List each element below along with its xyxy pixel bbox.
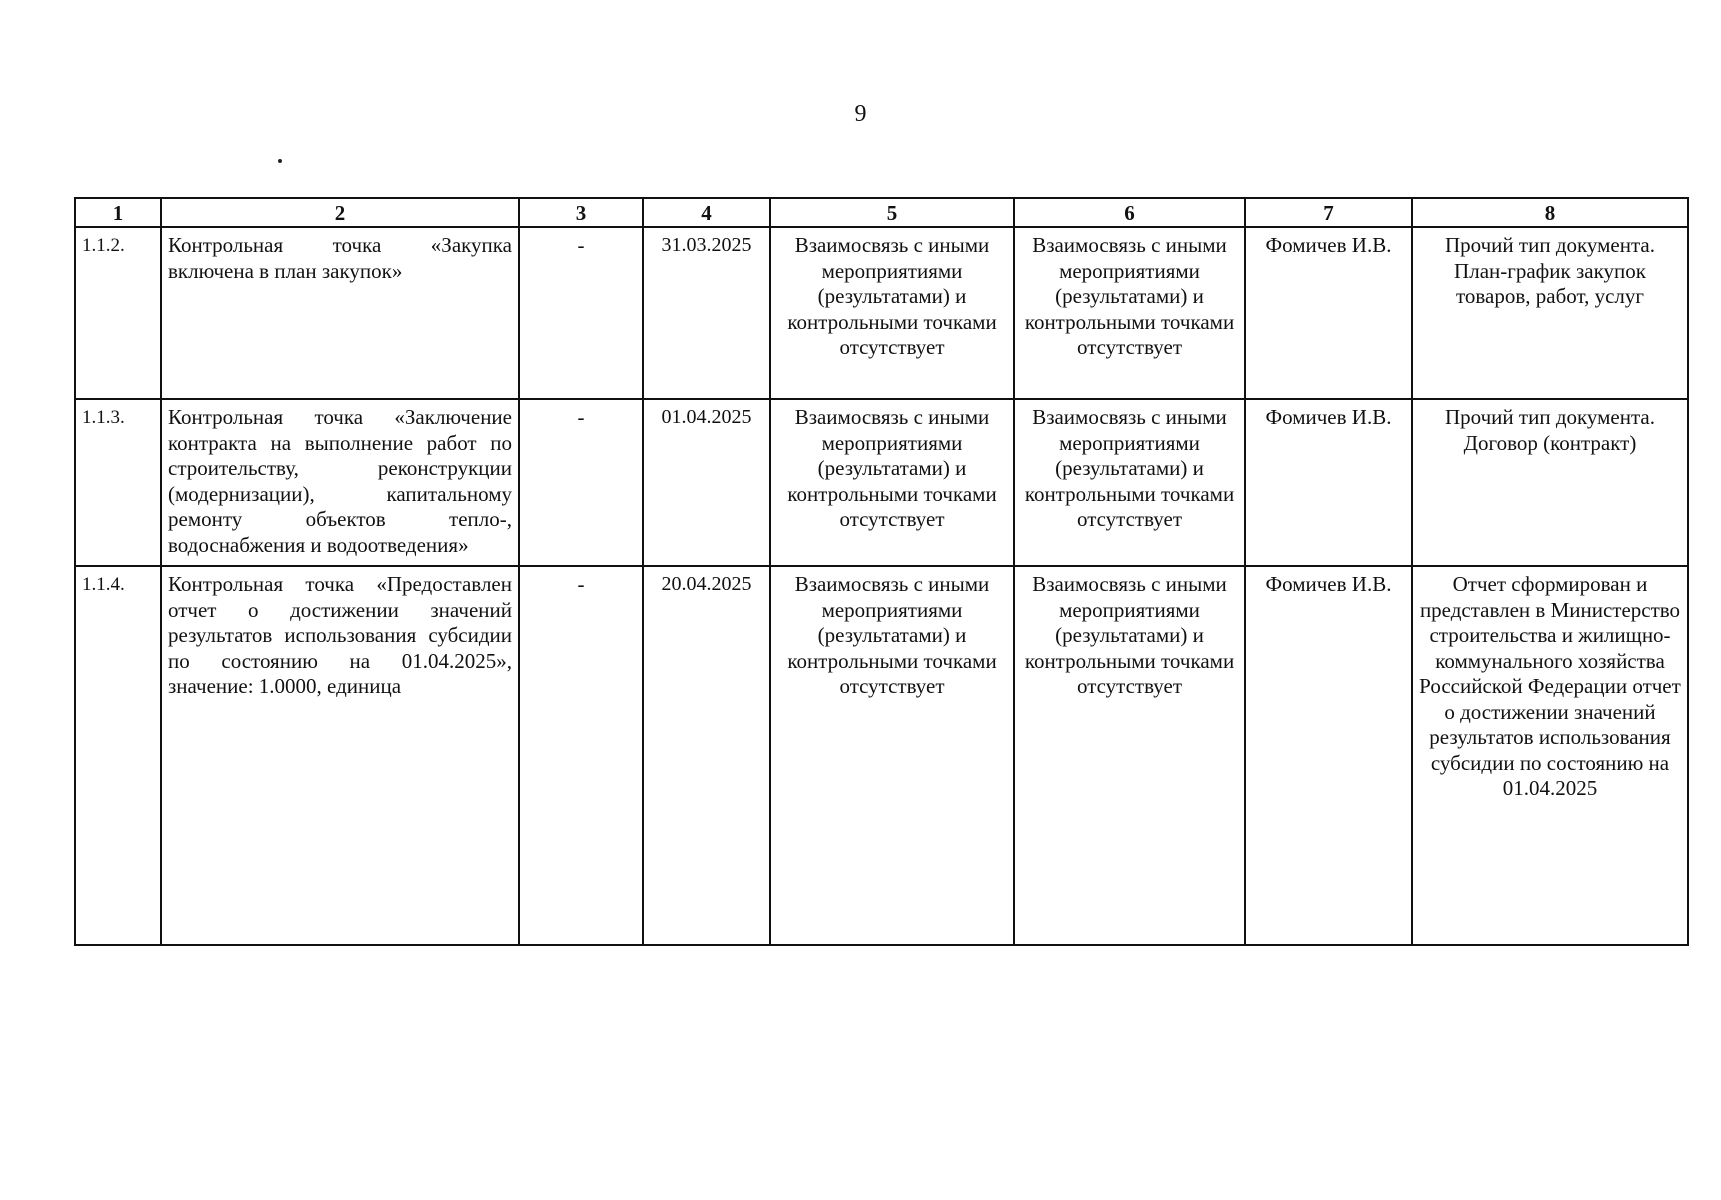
- predecessor-relation: Взаимосвязь с иными мероприятиями (результатами) и контрольными точками отсутствует: [770, 399, 1014, 566]
- due-date: 01.04.2025: [643, 399, 770, 566]
- control-point-name: Контрольная точка «Заключение контракта на выполнение работ по строительству, реконструкции (модернизации), капитальному ремонту объектов тепло-, водоснабжения и водоотведения»: [161, 399, 519, 566]
- responsible-person: Фомичев И.В.: [1245, 399, 1412, 566]
- base-value: -: [519, 566, 643, 945]
- successor-relation: Взаимосвязь с иными мероприятиями (результатами) и контрольными точками отсутствует: [1014, 399, 1245, 566]
- header-cell-1: 1: [75, 198, 161, 227]
- row-number: 1.1.4.: [75, 566, 161, 945]
- scan-speck: [278, 159, 282, 163]
- header-cell-5: 5: [770, 198, 1014, 227]
- row-number: 1.1.2.: [75, 227, 161, 399]
- due-date: 31.03.2025: [643, 227, 770, 399]
- header-cell-2: 2: [161, 198, 519, 227]
- base-value: -: [519, 399, 643, 566]
- header-cell-7: 7: [1245, 198, 1412, 227]
- header-cell-6: 6: [1014, 198, 1245, 227]
- control-point-name: Контрольная точка «Закупка включена в план закупок»: [161, 227, 519, 399]
- table-row: [75, 227, 1688, 399]
- base-value: -: [519, 227, 643, 399]
- successor-relation: Взаимосвязь с иными мероприятиями (результатами) и контрольными точками отсутствует: [1014, 566, 1245, 945]
- header-cell-8: 8: [1412, 198, 1688, 227]
- control-point-name: Контрольная точка «Предоставлен отчет о достижении значений результатов использования субсидии по состоянию на 01.04.2025», значение: 1.0000, единица: [161, 566, 519, 945]
- predecessor-relation: Взаимосвязь с иными мероприятиями (результатами) и контрольными точками отсутствует: [770, 227, 1014, 399]
- table-row: [75, 566, 1688, 945]
- page-number: 9: [854, 101, 867, 127]
- table-row: [75, 399, 1688, 566]
- successor-relation: Взаимосвязь с иными мероприятиями (результатами) и контрольными точками отсутствует: [1014, 227, 1245, 399]
- header-cell-4: 4: [643, 198, 770, 227]
- header-row: [75, 198, 1688, 227]
- responsible-person: Фомичев И.В.: [1245, 227, 1412, 399]
- document-type: Прочий тип документа. Договор (контракт): [1412, 399, 1688, 566]
- document-type: Отчет сформирован и представлен в Министерство строительства и жилищно-коммунального хозяйства Российской Федерации отчет о достижении значений результатов использования субсидии по состоянию на 01.04.2025: [1412, 566, 1688, 945]
- document-type: Прочий тип документа. План-график закупок товаров, работ, услуг: [1412, 227, 1688, 399]
- due-date: 20.04.2025: [643, 566, 770, 945]
- header-cell-3: 3: [519, 198, 643, 227]
- responsible-person: Фомичев И.В.: [1245, 566, 1412, 945]
- predecessor-relation: Взаимосвязь с иными мероприятиями (результатами) и контрольными точками отсутствует: [770, 566, 1014, 945]
- row-number: 1.1.3.: [75, 399, 161, 566]
- control-points-table: [74, 197, 1689, 946]
